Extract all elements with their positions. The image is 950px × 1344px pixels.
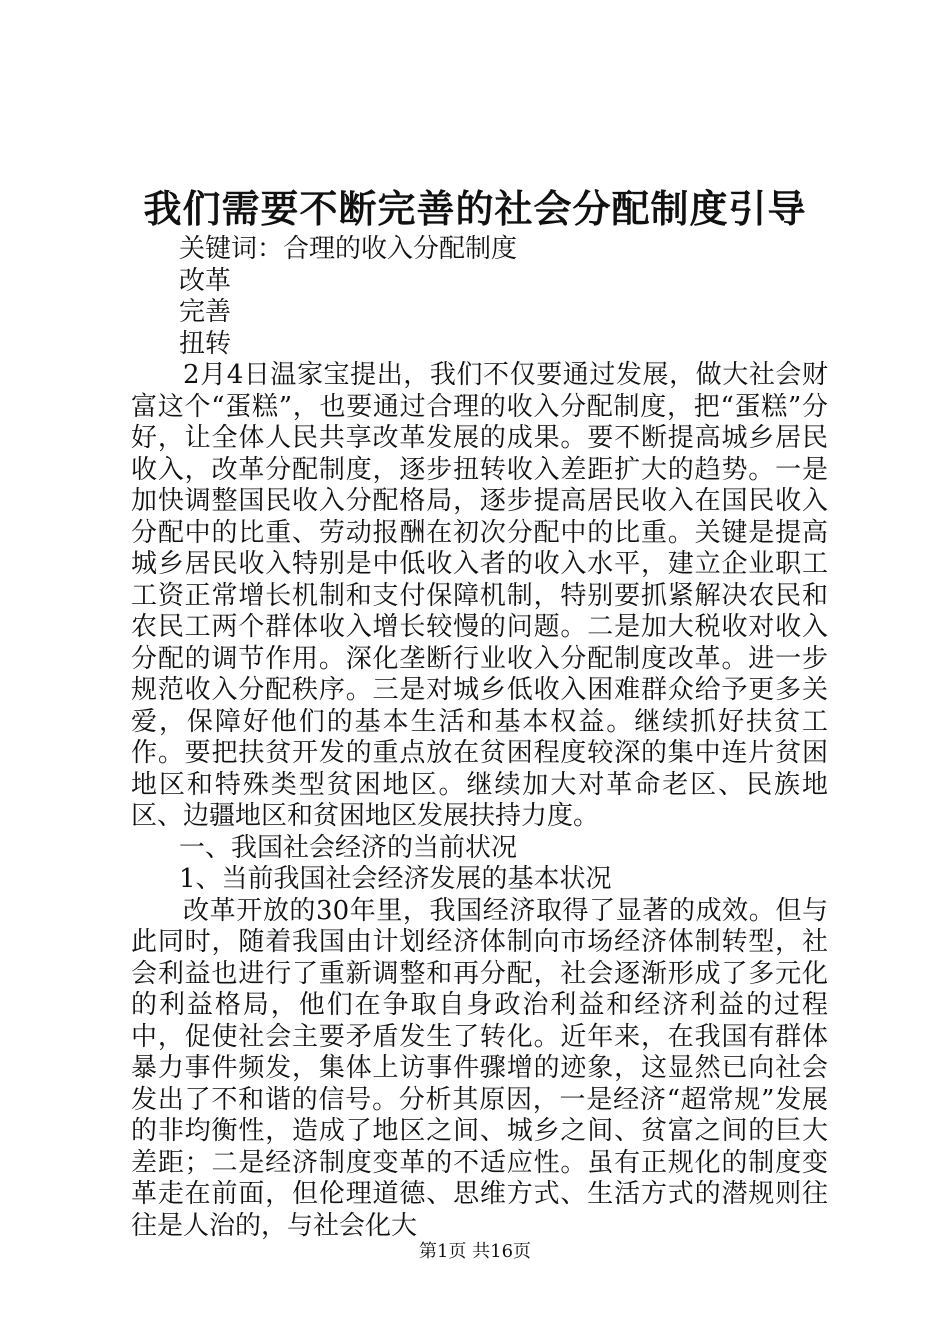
section-heading: 一、我国社会经济的当前状况 <box>179 832 518 863</box>
keyword-item: 改革 <box>179 265 232 296</box>
keyword-item: 扭转 <box>179 328 232 359</box>
body-paragraph: 改革开放的30年里，我国经济取得了显著的成效。但与此同时，随着我国由计划经济体制向市场经济体制转型，社会利益也进行了重新调整和再分配，社会逐渐形成了多元化的利益格局，他们在争取自身政治利益和经济利益的过程中，促使社会主要矛盾发生了转化。近年来，在我国有群体暴力事件频发，集体上访事件骤增的迹象，这显然已向社会发出了不和谐的信号。分析其原因，一是经济“超常规”发展的非均衡性，造成了地区之间、城乡之间、贫富之间的巨大差距；二是经济制度变革的不适应性。虽有正规化的制度变革走在前面，但伦理道德、思维方式、生活方式的潜规则往往是人治的，与社会化大 <box>131 895 828 1241</box>
keywords-line: 关键词：合理的收入分配制度 <box>179 234 518 264</box>
keyword-item: 完善 <box>179 297 232 327</box>
document-body <box>131 234 828 1242</box>
page-footer: 第1页 共16页 <box>418 1241 532 1262</box>
body-paragraph: 2月4日温家宝提出，我们不仅要通过发展，做大社会财富这个“蛋糕”，也要通过合理的收入分配制度，把“蛋糕”分好，让全体人民共享改革发展的成果。要不断提高城乡居民收入，改革分配制度，逐步扭转收入差距扩大的趋势。一是加快调整国民收入分配格局，逐步提高居民收入在国民收入分配中的比重、劳动报酬在初次分配中的比重。关键是提高城乡居民收入特别是中低收入者的收入水平，建立企业职工工资正常增长机制和支付保障机制，特别要抓紧解决农民和农民工两个群体收入增长较慢的问题。二是加大税收对收入分配的调节作用。深化垄断行业收入分配制度改革。进一步规范收入分配秩序。三是对城乡低收入困难群众给予更多关爱，保障好他们的基本生活和基本权益。继续抓好扶贫工作。要把扶贫开发的重点放在贫困程度较深的集中连片贫困地区和特殊类型贫困地区。继续加大对革命老区、民族地区、边疆地区和贫困地区发展扶持力度。 <box>131 360 828 831</box>
subsection-heading: 1、当前我国社会经济发展的基本状况 <box>179 864 612 894</box>
document-title: 我们需要不断完善的社会分配制度引导 <box>143 186 807 231</box>
